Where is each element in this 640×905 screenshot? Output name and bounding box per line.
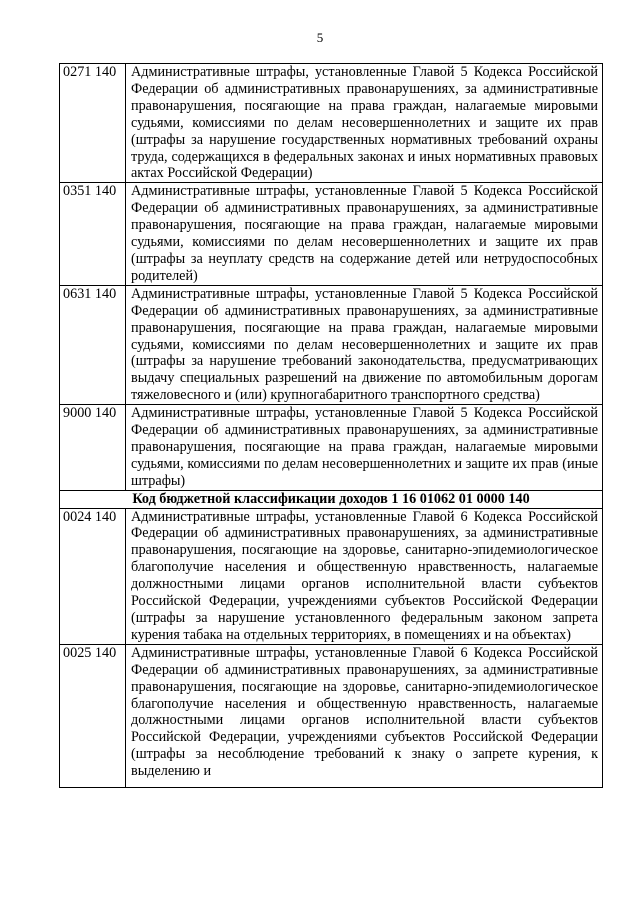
section-heading-row — [60, 490, 603, 508]
table-row — [60, 183, 603, 285]
description-text: Административные штрафы, установленные Главой 6 Кодекса Российской Федерации об административных правонарушениях, за административные правонарушения, посягающие на здоровье, санитарно-эпидемиологическое благополучие населения и общественную нравственность, налагаемые должностными лицами органов исполнительной власти субъектов Российской Федерации, учреждениями субъектов Российской Федерации (штрафы за несоблюдение требований к знаку о запрете курения, к выделению и — [131, 644, 598, 780]
table-row — [60, 64, 603, 183]
description-cell: Административные штрафы, установленные Главой 5 Кодекса Российской Федерации об административных правонарушениях, за административные правонарушения, посягающие на права граждан, налагаемые мировыми судьями, комиссиями по делам несовершеннолетних и защите их прав (штрафы за нарушение требований законодательства, предусматривающих выдачу специальных разрешений на движение по автомобильным дорогам тяжеловесного и (или) крупногабаритного транспортного средства) — [126, 285, 603, 404]
code-cell: 0631 140 — [60, 285, 126, 404]
code-cell: 0025 140 — [60, 644, 126, 787]
code-cell: 0271 140 — [60, 64, 126, 183]
table-row — [60, 644, 603, 787]
description-cell: Административные штрафы, установленные Главой 5 Кодекса Российской Федерации об административных правонарушениях, за административные правонарушения, посягающие на права граждан, налагаемые мировыми судьями, комиссиями по делам несовершеннолетних и защите их прав (штрафы за неуплату средств на содержание детей или нетрудоспособных родителей) — [126, 183, 603, 285]
description-cell: Административные штрафы, установленные Главой 5 Кодекса Российской Федерации об административных правонарушениях, за административные правонарушения, посягающие на права граждан, налагаемые мировыми судьями, комиссиями по делам несовершеннолетних и защите их прав (штрафы за нарушение государственных нормативных требований охраны труда, содержащихся в федеральных законах и иных нормативных правовых актах Российской Федерации) — [126, 64, 603, 183]
page-number: 5 — [316, 30, 324, 45]
budget-codes-table — [59, 63, 603, 788]
code-cell: 0351 140 — [60, 183, 126, 285]
table-row — [60, 508, 603, 644]
section-heading: Код бюджетной классификации доходов 1 16 01062 01 0000 140 — [60, 490, 603, 508]
table-row — [60, 285, 603, 404]
code-cell: 9000 140 — [60, 405, 126, 491]
description-cell: Административные штрафы, установленные Главой 6 Кодекса Российской Федерации об административных правонарушениях, за административные правонарушения, посягающие на здоровье, санитарно-эпидемиологическое благополучие населения и общественную нравственность, налагаемые должностными лицами органов исполнительной власти субъектов Российской Федерации, учреждениями субъектов Российской Федерации (штрафы за нарушение установленного федеральным законом запрета курения табака на отдельных территориях, в помещениях и на объектах) — [126, 508, 603, 644]
table-row — [60, 405, 603, 491]
code-cell: 0024 140 — [60, 508, 126, 644]
description-cell: Административные штрафы, установленные Главой 5 Кодекса Российской Федерации об административных правонарушениях, за административные правонарушения, посягающие на права граждан, налагаемые мировыми судьями, комиссиями по делам несовершеннолетних и защите их прав (иные штрафы) — [126, 405, 603, 491]
description-cell — [126, 644, 603, 787]
